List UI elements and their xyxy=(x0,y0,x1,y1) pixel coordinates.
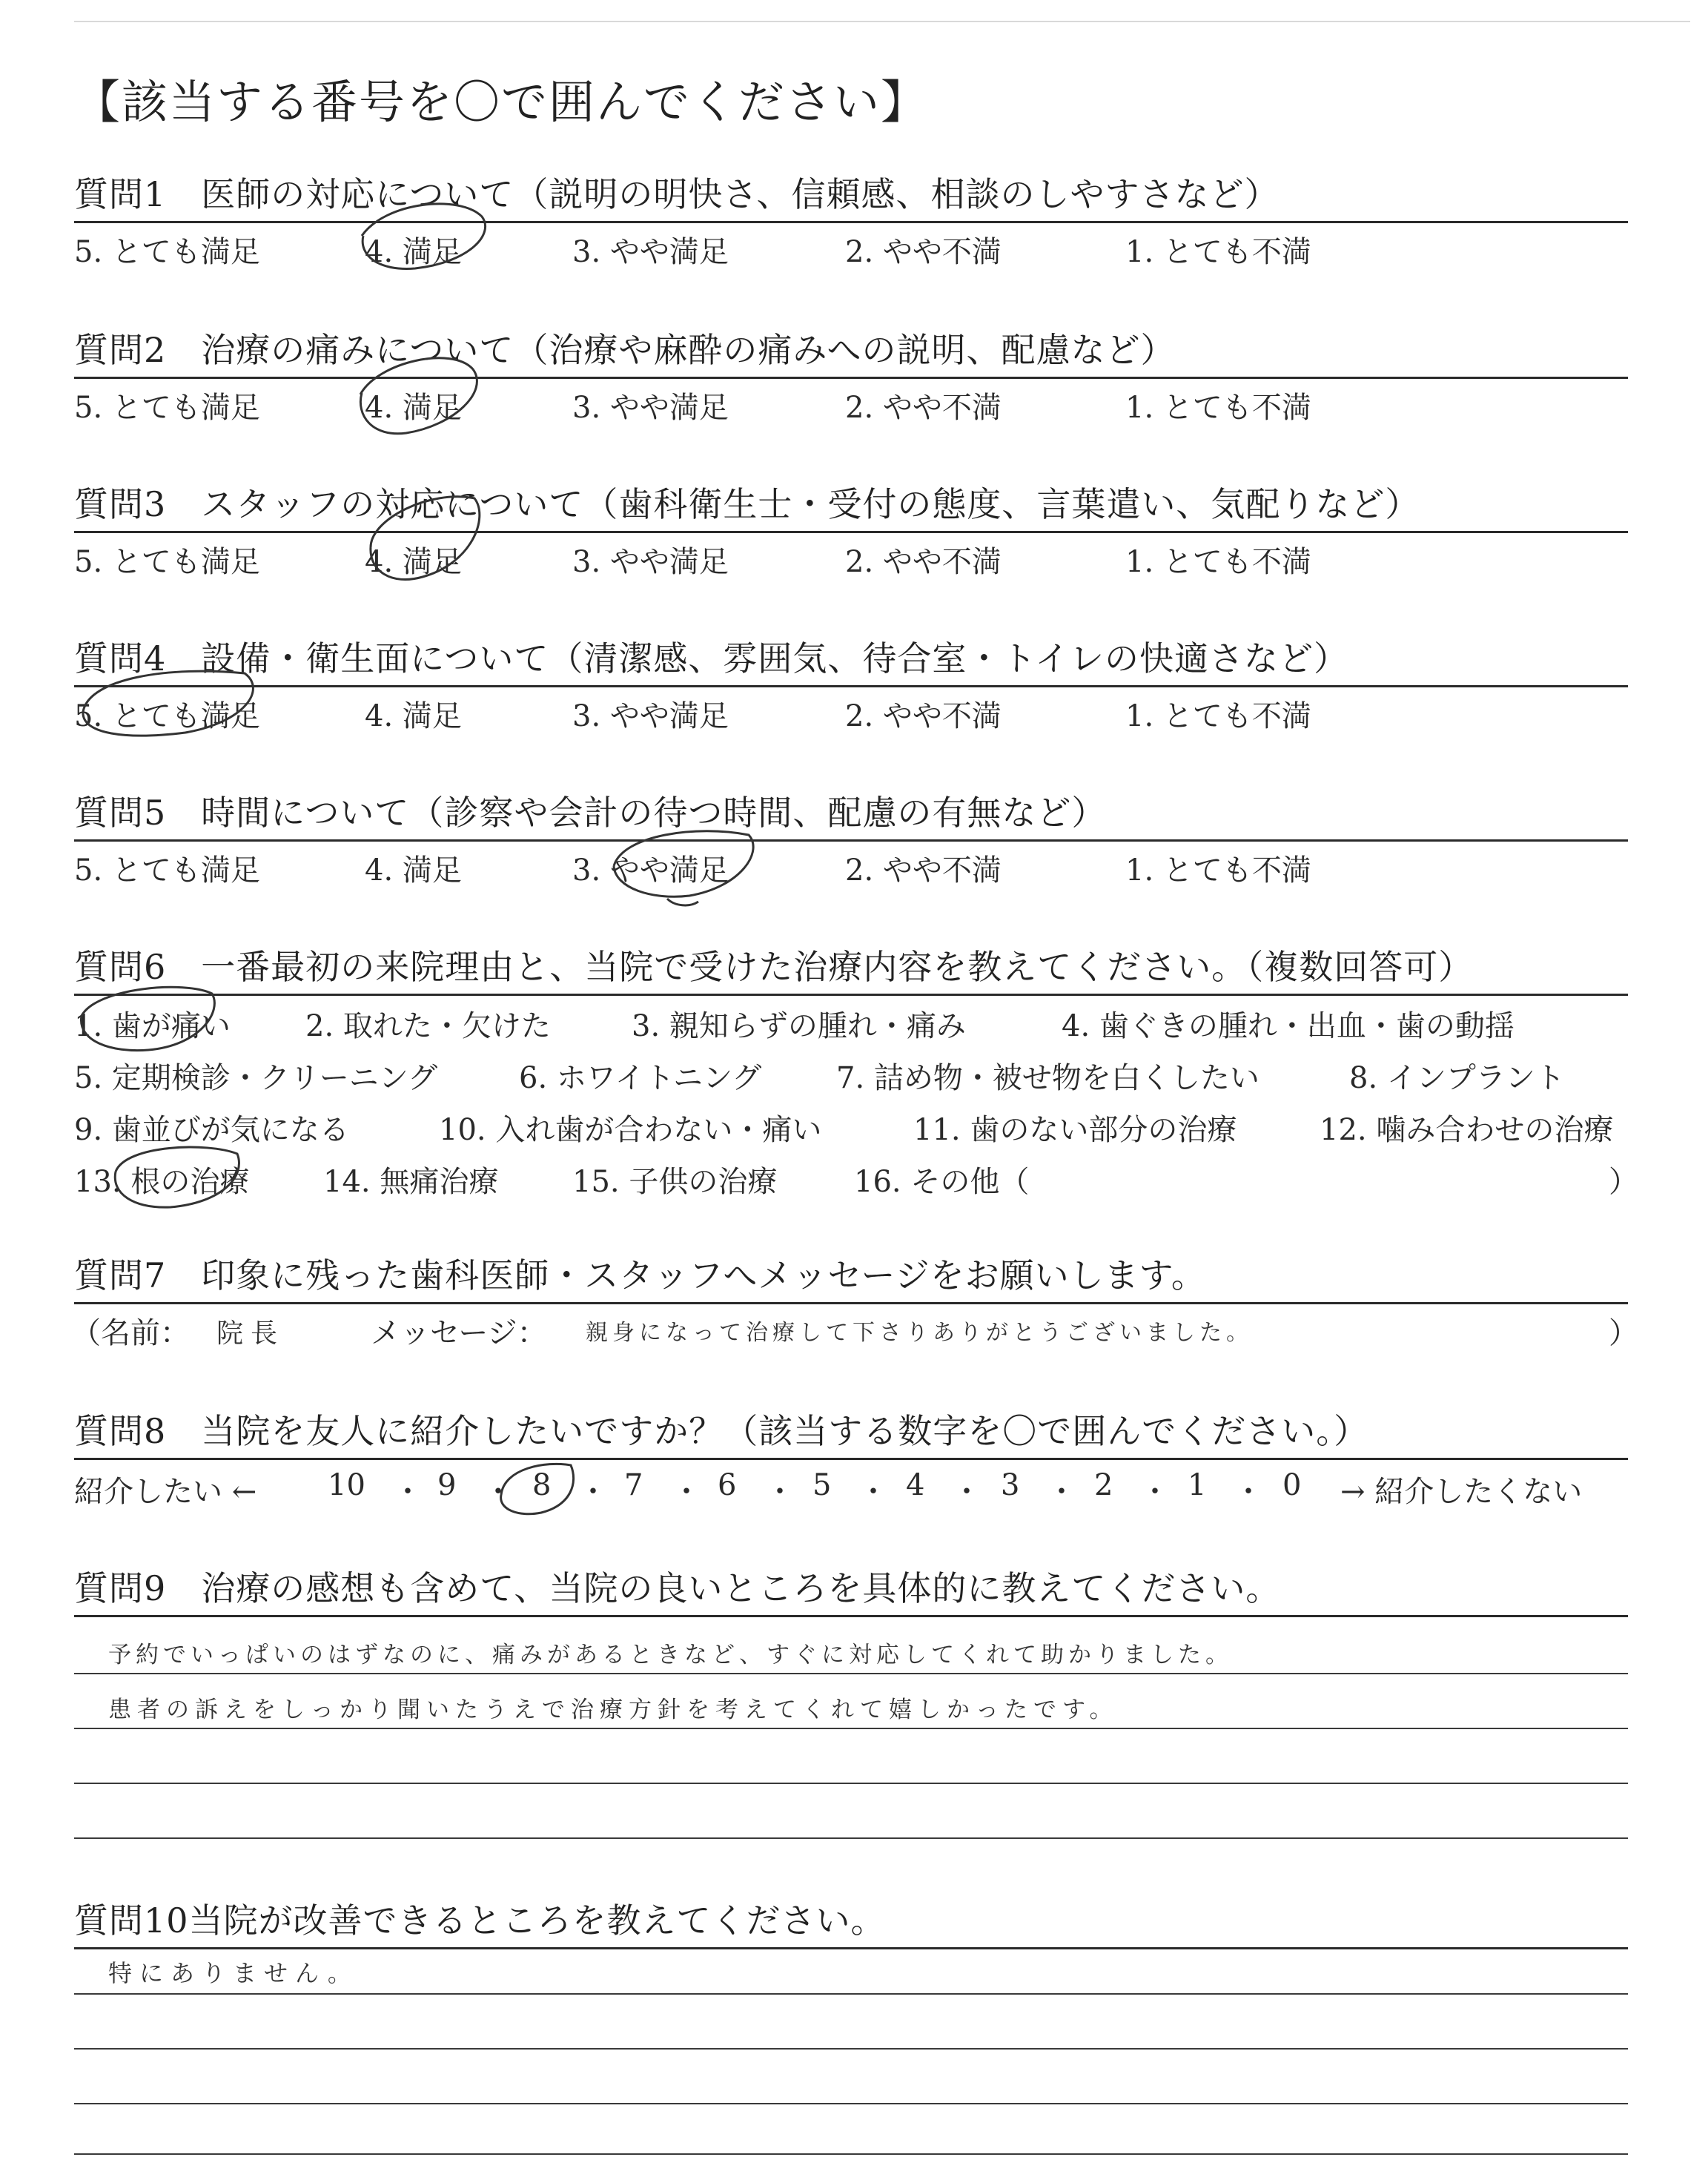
q8-number-0[interactable]: 0 xyxy=(1282,1468,1302,1502)
q6-option-15[interactable]: 15. 子供の治療 xyxy=(572,1165,778,1199)
q5-option-5[interactable]: 5. とても満足 xyxy=(74,853,260,888)
answer-rule xyxy=(74,1673,1628,1674)
q2-option-4[interactable]: 4. 満足 xyxy=(365,391,462,425)
q8-number-1[interactable]: 1 xyxy=(1188,1468,1207,1502)
q5-option-2[interactable]: 2. やや不満 xyxy=(845,853,1002,888)
q8-number-5[interactable]: 5 xyxy=(812,1468,832,1502)
q8-number-4[interactable]: 4 xyxy=(906,1468,925,1502)
q8-number-10[interactable]: 10 xyxy=(328,1468,365,1502)
q6-option-12[interactable]: 12. 噛み合わせの治療 xyxy=(1320,1113,1614,1147)
q4-option-5[interactable]: 5. とても満足 xyxy=(74,699,260,733)
q8-scale xyxy=(74,1468,1628,1510)
q2-option-5[interactable]: 5. とても満足 xyxy=(74,391,260,425)
q1-option-2[interactable]: 2. やや不満 xyxy=(845,235,1002,269)
q7-name-label: （名前： xyxy=(71,1316,190,1350)
q6-option-16[interactable]: 16. その他（ xyxy=(854,1165,1030,1199)
question-3-text: 質問3 スタッフの対応について（歯科衛生士・受付の態度、言葉遣い、気配りなど） xyxy=(74,484,1420,524)
q7-name-handwritten[interactable]: 院長 xyxy=(216,1318,285,1349)
question-9-text: 質問9 治療の感想も含めて、当院の良いところを具体的に教えてください。 xyxy=(74,1568,1281,1608)
q3-option-1[interactable]: 1. とても不満 xyxy=(1125,545,1311,579)
q3-option-5[interactable]: 5. とても満足 xyxy=(74,545,260,579)
page-title: 【該当する番号を〇で囲んでください】 xyxy=(74,75,929,129)
answer-rule xyxy=(74,1728,1628,1729)
answer-rule xyxy=(74,1783,1628,1784)
q4-option-4[interactable]: 4. 満足 xyxy=(365,699,462,733)
q5-option-3[interactable]: 3. やや満足 xyxy=(572,853,729,888)
q9-answer-line-2[interactable]: 患者の訴えをしっかり聞いたうえで治療方針を考えてくれて嬉しかったです。 xyxy=(108,1697,1119,1723)
q1-option-5[interactable]: 5. とても満足 xyxy=(74,235,260,269)
q7-message-label: メッセージ： xyxy=(371,1316,547,1350)
top-rule xyxy=(74,21,1690,22)
q6-option-7[interactable]: 7. 詰め物・被せ物を白くしたい xyxy=(836,1061,1260,1095)
q6-option-2[interactable]: 2. 取れた・欠けた xyxy=(305,1009,551,1043)
q2-option-2[interactable]: 2. やや不満 xyxy=(845,391,1002,425)
question-5-header xyxy=(74,787,1628,842)
q6-option-14[interactable]: 14. 無痛治療 xyxy=(323,1165,499,1199)
answer-rule xyxy=(74,1993,1628,1995)
q6-option-6[interactable]: 6. ホワイトニング xyxy=(519,1061,762,1095)
q6-option-5[interactable]: 5. 定期検診・クリーニング xyxy=(74,1061,438,1095)
question-2-text: 質問2 治療の痛みについて（治療や麻酔の痛みへの説明、配慮など） xyxy=(74,330,1176,370)
q9-answer-line-1[interactable]: 予約でいっぱいのはずなのに、痛みがあるときなど、すぐに対応してくれて助かりました。 xyxy=(108,1642,1233,1668)
question-10-text: 質問10当院が改善できるところを教えてください。 xyxy=(74,1900,886,1941)
q6-option-10[interactable]: 10. 入れ歯が合わない・痛い xyxy=(439,1113,822,1147)
q8-right-label: → 紹介したくない xyxy=(1340,1475,1583,1509)
answer-rule xyxy=(74,2153,1628,2155)
q6-option-16-close: ） xyxy=(1609,1165,1638,1199)
answer-rule xyxy=(74,2103,1628,2104)
q10-answer-line-1[interactable]: 特にありません。 xyxy=(108,1959,359,1987)
q1-option-1[interactable]: 1. とても不満 xyxy=(1125,235,1311,269)
q5-option-1[interactable]: 1. とても不満 xyxy=(1125,853,1311,888)
answer-rule xyxy=(74,1837,1628,1839)
q8-number-8[interactable]: 8 xyxy=(532,1468,552,1502)
q8-number-3[interactable]: 3 xyxy=(1001,1468,1020,1502)
q4-option-3[interactable]: 3. やや満足 xyxy=(572,699,729,733)
q6-option-4[interactable]: 4. 歯ぐきの腫れ・出血・歯の動揺 xyxy=(1062,1009,1515,1043)
q6-option-8[interactable]: 8. インプラント xyxy=(1349,1061,1565,1095)
q8-separator: ・ xyxy=(1234,1475,1263,1509)
q5-selection-tail xyxy=(667,899,698,905)
q8-separator: ・ xyxy=(393,1475,423,1509)
question-1-header xyxy=(74,169,1628,223)
q8-separator: ・ xyxy=(483,1475,513,1509)
q2-option-1[interactable]: 1. とても不満 xyxy=(1125,391,1311,425)
q3-option-4[interactable]: 4. 満足 xyxy=(365,545,462,579)
q4-option-1[interactable]: 1. とても不満 xyxy=(1125,699,1311,733)
q8-separator: ・ xyxy=(1047,1475,1076,1509)
q6-option-9[interactable]: 9. 歯並びが気になる xyxy=(74,1113,349,1147)
q5-option-4[interactable]: 4. 満足 xyxy=(365,853,462,888)
question-7-header xyxy=(74,1250,1628,1304)
q8-number-2[interactable]: 2 xyxy=(1094,1468,1113,1502)
question-8-text: 質問8 当院を友人に紹介したいですか？（該当する数字を〇で囲んでください。） xyxy=(74,1411,1369,1451)
q8-left-label: 紹介したい ← xyxy=(74,1475,257,1509)
question-5-text: 質問5 時間について（診察や会計の待つ時間、配慮の有無など） xyxy=(74,793,1107,833)
question-10-header xyxy=(74,1895,1628,1949)
question-8-header xyxy=(74,1406,1628,1460)
q6-option-11[interactable]: 11. 歯のない部分の治療 xyxy=(913,1113,1237,1147)
q3-option-2[interactable]: 2. やや不満 xyxy=(845,545,1002,579)
q8-separator: ・ xyxy=(1140,1475,1170,1509)
q1-option-4[interactable]: 4. 満足 xyxy=(365,235,462,269)
question-4-text: 質問4 設備・衛生面について（清潔感、雰囲気、待合室・トイレの快適さなど） xyxy=(74,638,1349,678)
question-2-header xyxy=(74,325,1628,379)
q7-message-handwritten[interactable]: 親身になって治療して下さりありがとうございました。 xyxy=(586,1320,1253,1346)
question-7-text: 質問7 印象に残った歯科医師・スタッフへメッセージをお願いします。 xyxy=(74,1255,1206,1295)
q8-separator: ・ xyxy=(952,1475,982,1509)
q6-option-1[interactable]: 1. 歯が痛い xyxy=(74,1009,231,1043)
q8-number-7[interactable]: 7 xyxy=(624,1468,643,1502)
question-4-header xyxy=(74,633,1628,687)
q1-option-3[interactable]: 3. やや満足 xyxy=(572,235,729,269)
q8-number-6[interactable]: 6 xyxy=(718,1468,737,1502)
q8-separator: ・ xyxy=(578,1475,608,1509)
q4-option-2[interactable]: 2. やや不満 xyxy=(845,699,1002,733)
q8-separator: ・ xyxy=(672,1475,701,1509)
question-3-header xyxy=(74,479,1628,533)
q3-option-3[interactable]: 3. やや満足 xyxy=(572,545,729,579)
q8-separator: ・ xyxy=(765,1475,795,1509)
q8-number-9[interactable]: 9 xyxy=(437,1468,457,1502)
question-6-header xyxy=(74,942,1628,996)
answer-rule xyxy=(74,2048,1628,2050)
question-6-text: 質問6 一番最初の来院理由と、当院で受けた治療内容を教えてください。（複数回答可） xyxy=(74,947,1474,987)
q8-separator: ・ xyxy=(858,1475,888,1509)
q7-close-paren: ） xyxy=(1609,1316,1638,1350)
q2-option-3[interactable]: 3. やや満足 xyxy=(572,391,729,425)
q6-option-13[interactable]: 13. 根の治療 xyxy=(74,1165,250,1199)
q6-option-3[interactable]: 3. 親知らずの腫れ・痛み xyxy=(632,1009,966,1043)
question-1-text: 質問1 医師の対応について（説明の明快さ、信頼感、相談のしやすさなど） xyxy=(74,174,1280,214)
question-9-header xyxy=(74,1563,1628,1617)
